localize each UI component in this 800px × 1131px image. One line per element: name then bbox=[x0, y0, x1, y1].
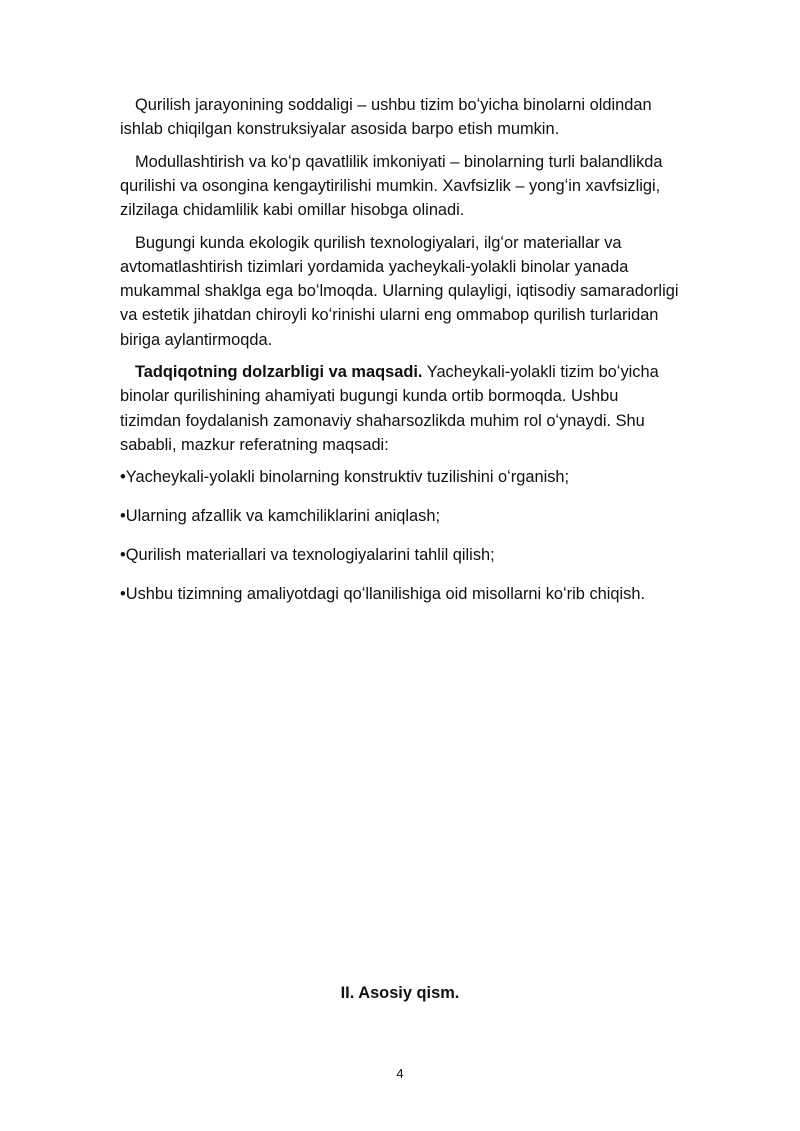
paragraph-construction-simplicity bbox=[120, 93, 680, 141]
paragraph-modern-technologies bbox=[120, 231, 680, 352]
page-body bbox=[120, 93, 680, 621]
paragraph-relevance-purpose bbox=[120, 360, 680, 457]
paragraph-text: Yacheykali-yolakli tizim boʻyicha binolar qurilishining ahamiyati bugungi kunda ortib bormoqda. Ushbu tizimdan foydalanish zamonaviy shaharsozlikda muhim rol oʻynaydi. Shu sababli, mazkur referatning maqsadi: bbox=[120, 363, 659, 454]
bullet-item-materials: •Qurilish materiallari va texnologiyalarini tahlil qilish; bbox=[120, 546, 495, 564]
paragraph-bold-lead: Tadqiqotning dolzarbligi va maqsadi. bbox=[135, 363, 423, 382]
bullet-item-examples: •Ushbu tizimning amaliyotdagi qoʻllanilishiga oid misollarni koʻrib chiqish. bbox=[120, 584, 646, 603]
section-heading: II. Asosiy qism. bbox=[340, 984, 460, 1002]
bullet-item-structure: •Yacheykali-yolakli binolarning konstruktiv tuzilishini oʻrganish; bbox=[120, 468, 570, 487]
paragraph-modularity-safety bbox=[120, 150, 680, 223]
page-number: 4 bbox=[396, 1066, 404, 1081]
paragraph-text: Qurilish jarayonining soddaligi – ushbu tizim boʻyicha binolarni oldindan ishlab chiqilgan konstruksiyalar asosida barpo etish mumkin. bbox=[120, 96, 652, 139]
paragraph-text: Modullashtirish va koʻp qavatlilik imkoniyati – binolarning turli balandlikda qurilishi va osongina kengaytirilishi mumkin. Xavfsizlik – yongʻin xavfsizligi, zilzilaga chidamlilik kabi omillar hisobga olinadi. bbox=[120, 152, 663, 220]
bullet-item-pros-cons: •Ularning afzallik va kamchiliklarini aniqlash; bbox=[120, 507, 441, 526]
paragraph-text: Bugungi kunda ekologik qurilish texnologiyalari, ilgʻor materiallar va avtomatlashtirish tizimlari yordamida yacheykali-yolakli binolar yanada mukammal shaklga ega boʻlmoqda. Ularning qulayligi, iqtisodiy samaradorligi va estetik jihatdan chiroyli koʻrinishi ularni eng ommabop qurilish turlaridan biriga aylantirmoqda. bbox=[120, 233, 679, 349]
